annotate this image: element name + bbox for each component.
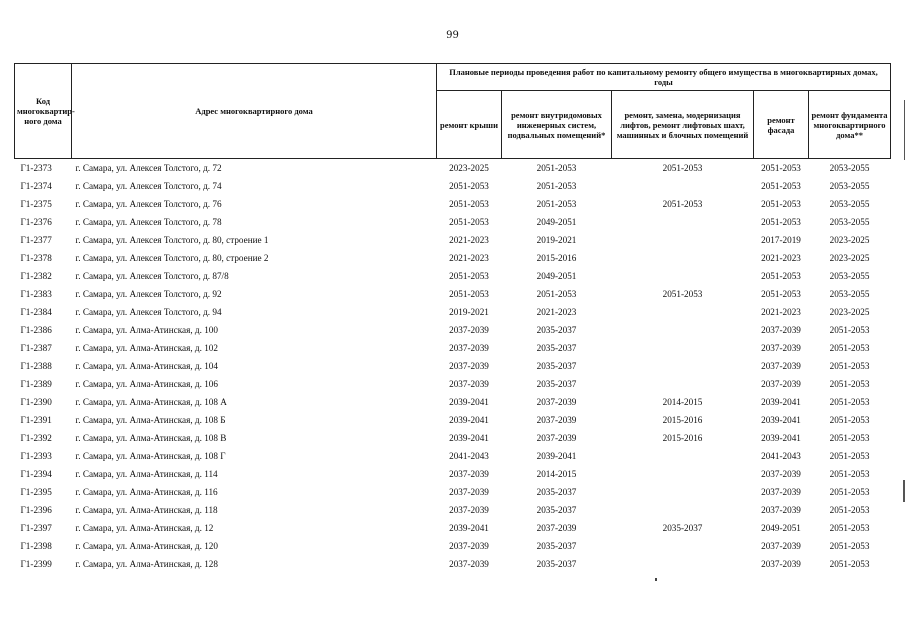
cell-elevators (612, 267, 754, 285)
cell-facade: 2037-2039 (761, 379, 801, 389)
cell-address: г. Самара, ул. Алексея Толстого, д. 92 (75, 289, 222, 299)
cell-code: Г1-2376 (20, 217, 52, 227)
table-row (15, 537, 891, 555)
page-number: 99 (446, 30, 459, 41)
cell-code: Г1-2382 (20, 271, 52, 281)
cell-facade: 2021-2023 (761, 307, 801, 317)
cell-roof: 2039-2041 (449, 523, 489, 533)
cell-facade: 2037-2039 (761, 541, 801, 551)
table-row (15, 213, 891, 231)
cell-foundation: 2051-2053 (829, 523, 870, 533)
cell-systems: 2035-2037 (536, 487, 577, 497)
cell-facade: 2039-2041 (761, 415, 801, 425)
cell-address: г. Самара, ул. Алексея Толстого, д. 78 (75, 217, 222, 227)
cell-facade: 2017-2019 (761, 235, 801, 245)
cell-roof: 2021-2023 (449, 253, 489, 263)
cell-code: Г1-2396 (20, 505, 52, 515)
cell-code: Г1-2391 (20, 415, 52, 425)
cell-systems: 2035-2037 (536, 379, 577, 389)
scan-speck (655, 578, 657, 581)
table-row (15, 357, 891, 375)
cell-address: г. Самара, ул. Алма-Атинская, д. 116 (75, 487, 218, 497)
cell-code: Г1-2390 (20, 397, 52, 407)
cell-roof: 2039-2041 (449, 397, 489, 407)
cell-elevators: 2015-2016 (662, 415, 703, 425)
cell-elevators (612, 483, 754, 501)
table-row (15, 519, 891, 537)
cell-code: Г1-2374 (20, 181, 52, 191)
cell-roof: 2041-2043 (449, 451, 489, 461)
cell-code: Г1-2392 (20, 433, 52, 443)
cell-foundation: 2051-2053 (829, 451, 870, 461)
cell-code: Г1-2378 (20, 253, 52, 263)
cell-foundation: 2053-2055 (829, 289, 870, 299)
cell-roof: 2037-2039 (449, 505, 489, 515)
table-row (15, 195, 891, 213)
cell-roof: 2037-2039 (449, 541, 489, 551)
cell-code: Г1-2387 (20, 343, 52, 353)
cell-foundation: 2051-2053 (829, 343, 870, 353)
cell-facade: 2037-2039 (761, 487, 801, 497)
cell-foundation: 2053-2055 (829, 181, 870, 191)
cell-elevators (612, 555, 754, 573)
cell-foundation: 2023-2025 (829, 307, 870, 317)
cell-roof: 2023-2025 (449, 163, 489, 173)
cell-roof: 2039-2041 (449, 433, 489, 443)
cell-foundation: 2051-2053 (829, 541, 870, 551)
col-header-elevators: ремонт, замена, модернизация лифтов, ремонт лифтовых шахт, машинных и блочных помещений (612, 91, 754, 159)
cell-roof: 2019-2021 (449, 307, 489, 317)
cell-code: Г1-2393 (20, 451, 52, 461)
cell-facade: 2051-2053 (761, 289, 801, 299)
table-row (15, 555, 891, 573)
table-header (15, 64, 891, 159)
cell-roof: 2021-2023 (449, 235, 489, 245)
cell-code: Г1-2394 (20, 469, 52, 479)
cell-elevators (612, 537, 754, 555)
table-body (15, 159, 891, 574)
cell-facade: 2041-2043 (761, 451, 801, 461)
table-row (15, 159, 891, 178)
cell-foundation: 2051-2053 (829, 397, 870, 407)
cell-facade: 2049-2051 (761, 523, 801, 533)
cell-elevators: 2051-2053 (662, 289, 703, 299)
cell-foundation: 2051-2053 (829, 433, 870, 443)
cell-foundation: 2053-2055 (829, 271, 870, 281)
cell-facade: 2021-2023 (761, 253, 801, 263)
cell-facade: 2037-2039 (761, 343, 801, 353)
cell-facade: 2039-2041 (761, 397, 801, 407)
cell-systems: 2051-2053 (536, 181, 577, 191)
cell-systems: 2035-2037 (536, 559, 577, 569)
cell-foundation: 2051-2053 (829, 325, 870, 335)
cell-facade: 2037-2039 (761, 325, 801, 335)
cell-address: г. Самара, ул. Алма-Атинская, д. 106 (75, 379, 218, 389)
cell-foundation: 2051-2053 (829, 469, 870, 479)
cell-roof: 2051-2053 (449, 289, 489, 299)
cell-elevators: 2015-2016 (662, 433, 703, 443)
cell-address: г. Самара, ул. Алексея Толстого, д. 80, строение 1 (75, 235, 269, 245)
cell-facade: 2037-2039 (761, 559, 801, 569)
cell-address: г. Самара, ул. Алма-Атинская, д. 104 (75, 361, 218, 371)
cell-address: г. Самара, ул. Алма-Атинская, д. 108 Б (75, 415, 226, 425)
cell-address: г. Самара, ул. Алма-Атинская, д. 118 (75, 505, 218, 515)
cell-roof: 2051-2053 (449, 271, 489, 281)
cell-code: Г1-2388 (20, 361, 52, 371)
table-row (15, 285, 891, 303)
table-row (15, 375, 891, 393)
cell-code: Г1-2383 (20, 289, 52, 299)
col-header-systems: ремонт внутридомовых инженерных систем, подвальных помещений* (502, 91, 612, 159)
cell-address: г. Самара, ул. Алексея Толстого, д. 76 (75, 199, 222, 209)
cell-facade: 2037-2039 (761, 505, 801, 515)
cell-elevators: 2051-2053 (662, 163, 703, 173)
cell-elevators: 2051-2053 (662, 199, 703, 209)
cell-facade: 2051-2053 (761, 181, 801, 191)
table-row (15, 501, 891, 519)
cell-facade: 2037-2039 (761, 469, 801, 479)
cell-foundation: 2051-2053 (829, 415, 870, 425)
cell-foundation: 2051-2053 (829, 559, 870, 569)
cell-elevators (612, 357, 754, 375)
cell-address: г. Самара, ул. Алма-Атинская, д. 108 В (75, 433, 227, 443)
table-row (15, 267, 891, 285)
col-header-address: Адрес многоквартирного дома (72, 64, 437, 159)
col-header-facade: ремонт фасада (754, 91, 809, 159)
cell-elevators (612, 321, 754, 339)
table-row (15, 339, 891, 357)
cell-elevators (612, 249, 754, 267)
cell-facade: 2051-2053 (761, 163, 801, 173)
cell-systems: 2039-2041 (536, 451, 577, 461)
col-header-roof: ремонт крыши (437, 91, 502, 159)
cell-code: Г1-2375 (20, 199, 52, 209)
cell-address: г. Самара, ул. Алексея Толстого, д. 80, строение 2 (75, 253, 269, 263)
cell-address: г. Самара, ул. Алексея Толстого, д. 94 (75, 307, 222, 317)
col-header-foundation: ремонт фундамента многоквартирного дома** (809, 91, 891, 159)
cell-code: Г1-2398 (20, 541, 52, 551)
cell-address: г. Самара, ул. Алма-Атинская, д. 120 (75, 541, 218, 551)
cell-elevators: 2035-2037 (662, 523, 703, 533)
cell-elevators (612, 447, 754, 465)
cell-facade: 2051-2053 (761, 271, 801, 281)
repair-schedule-table (14, 63, 891, 573)
cell-foundation: 2053-2055 (829, 163, 870, 173)
cell-roof: 2037-2039 (449, 559, 489, 569)
cell-systems: 2051-2053 (536, 163, 577, 173)
cell-systems: 2037-2039 (536, 415, 577, 425)
cell-systems: 2035-2037 (536, 505, 577, 515)
cell-roof: 2037-2039 (449, 343, 489, 353)
cell-systems: 2035-2037 (536, 541, 577, 551)
cell-systems: 2035-2037 (536, 325, 577, 335)
cell-systems: 2037-2039 (536, 397, 577, 407)
cell-systems: 2037-2039 (536, 433, 577, 443)
cell-elevators (612, 465, 754, 483)
cell-code: Г1-2386 (20, 325, 52, 335)
cell-elevators (612, 231, 754, 249)
cell-address: г. Самара, ул. Алексея Толстого, д. 74 (75, 181, 222, 191)
table-row (15, 393, 891, 411)
cell-elevators (612, 213, 754, 231)
cell-facade: 2039-2041 (761, 433, 801, 443)
cell-foundation: 2051-2053 (829, 505, 870, 515)
cell-elevators (612, 375, 754, 393)
cell-foundation: 2051-2053 (829, 487, 870, 497)
cell-address: г. Самара, ул. Алма-Атинская, д. 108 А (75, 397, 227, 407)
cell-address: г. Самара, ул. Алма-Атинская, д. 102 (75, 343, 218, 353)
table-row (15, 411, 891, 429)
cell-address: г. Самара, ул. Алексея Толстого, д. 87/8 (75, 271, 229, 281)
col-header-periods: Плановые периоды проведения работ по капитальному ремонту общего имущества в многоквартирных домах, годы (437, 64, 891, 91)
cell-address: г. Самара, ул. Алма-Атинская, д. 108 Г (75, 451, 226, 461)
cell-roof: 2037-2039 (449, 325, 489, 335)
cell-roof: 2037-2039 (449, 361, 489, 371)
cell-roof: 2051-2053 (449, 181, 489, 191)
cell-systems: 2035-2037 (536, 361, 577, 371)
cell-systems: 2019-2021 (536, 235, 577, 245)
cell-foundation: 2051-2053 (829, 379, 870, 389)
cell-systems: 2051-2053 (536, 199, 577, 209)
cell-roof: 2051-2053 (449, 217, 489, 227)
cell-roof: 2051-2053 (449, 199, 489, 209)
col-header-code: Код многоквартир-ного дома (15, 64, 72, 159)
cell-foundation: 2051-2053 (829, 361, 870, 371)
cell-elevators: 2014-2015 (662, 397, 703, 407)
cell-code: Г1-2399 (20, 559, 52, 569)
table-row (15, 483, 891, 501)
cell-roof: 2039-2041 (449, 415, 489, 425)
cell-facade: 2037-2039 (761, 361, 801, 371)
table-row (15, 177, 891, 195)
cell-elevators (612, 303, 754, 321)
cell-elevators (612, 339, 754, 357)
cell-roof: 2037-2039 (449, 379, 489, 389)
cell-foundation: 2023-2025 (829, 235, 870, 245)
cell-systems: 2051-2053 (536, 289, 577, 299)
table-row (15, 447, 891, 465)
cell-elevators (612, 177, 754, 195)
cell-facade: 2051-2053 (761, 199, 801, 209)
cell-code: Г1-2373 (20, 163, 52, 173)
cell-facade: 2051-2053 (761, 217, 801, 227)
table-row (15, 303, 891, 321)
cell-foundation: 2053-2055 (829, 217, 870, 227)
cell-code: Г1-2384 (20, 307, 52, 317)
cell-code: Г1-2377 (20, 235, 52, 245)
cell-code: Г1-2395 (20, 487, 52, 497)
cell-elevators (612, 501, 754, 519)
cell-address: г. Самара, ул. Алма-Атинская, д. 100 (75, 325, 218, 335)
cell-systems: 2014-2015 (536, 469, 577, 479)
table-row (15, 231, 891, 249)
table-row (15, 321, 891, 339)
cell-code: Г1-2397 (20, 523, 52, 533)
cell-roof: 2037-2039 (449, 469, 489, 479)
table-row (15, 249, 891, 267)
cell-address: г. Самара, ул. Алма-Атинская, д. 114 (75, 469, 218, 479)
cell-systems: 2035-2037 (536, 343, 577, 353)
cell-systems: 2021-2023 (536, 307, 577, 317)
cell-code: Г1-2389 (20, 379, 52, 389)
table-row (15, 429, 891, 447)
cell-address: г. Самара, ул. Алексея Толстого, д. 72 (75, 163, 222, 173)
table-row (15, 465, 891, 483)
cell-systems: 2049-2051 (536, 271, 577, 281)
cell-systems: 2037-2039 (536, 523, 577, 533)
cell-foundation: 2053-2055 (829, 199, 870, 209)
cell-address: г. Самара, ул. Алма-Атинская, д. 128 (75, 559, 218, 569)
cell-address: г. Самара, ул. Алма-Атинская, д. 12 (75, 523, 214, 533)
cell-systems: 2015-2016 (536, 253, 577, 263)
cell-systems: 2049-2051 (536, 217, 577, 227)
cell-foundation: 2023-2025 (829, 253, 870, 263)
cell-roof: 2037-2039 (449, 487, 489, 497)
